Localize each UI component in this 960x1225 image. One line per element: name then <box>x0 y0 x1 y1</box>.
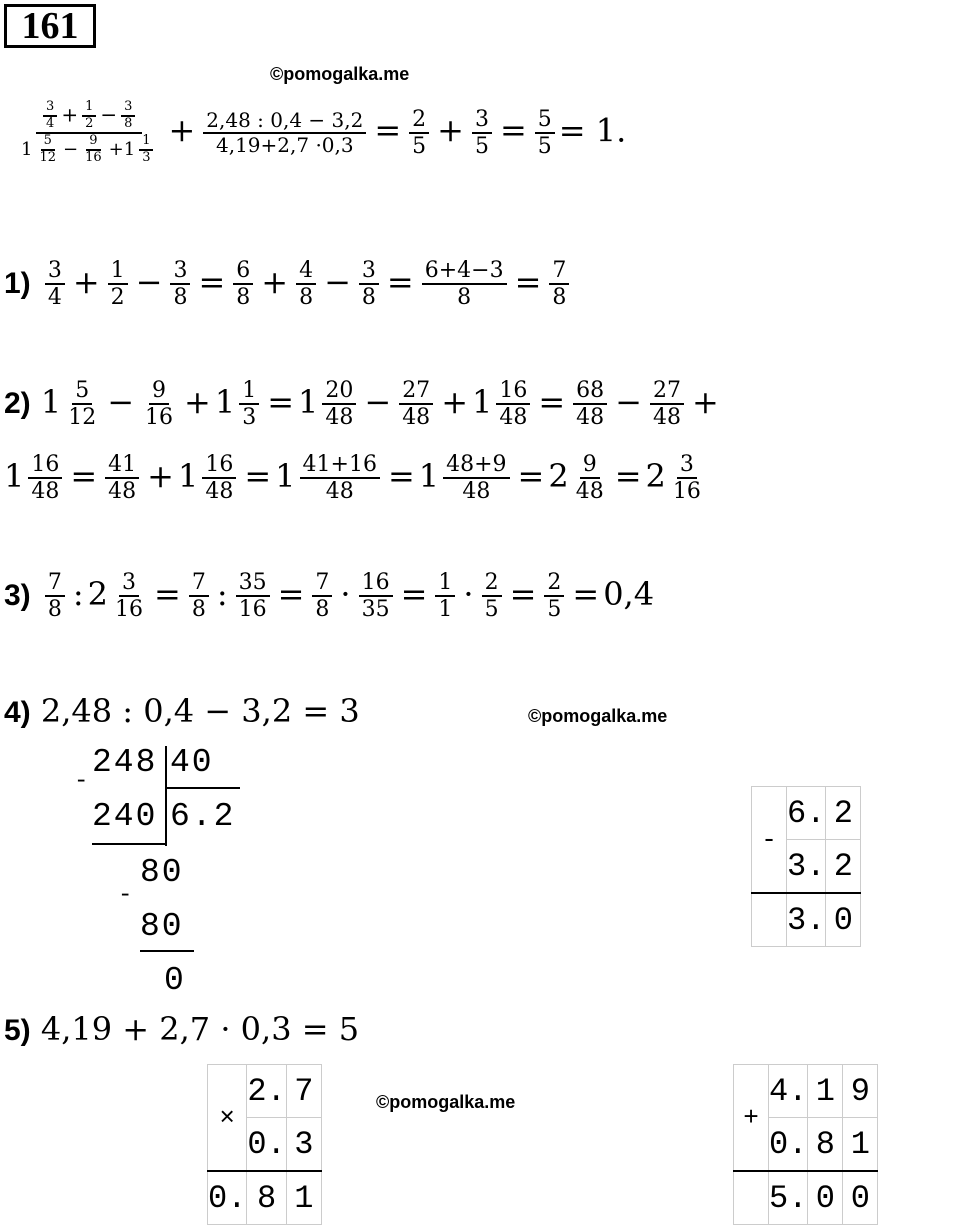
multiplication-grid: × 2. 7 0. 3 0. 8 1 <box>207 1064 322 1225</box>
step-2-line-2: 1 $\frac{16}{48}$ = $\frac{41}{48}$ + 1 $\frac{16}{48}$ = 1 $\frac{41+16}{48}$ = 1 $\frac{48+9}{48}$ = 2 $\frac{9}{48}$ = 2 $\frac{3}{16}$ <box>4 452 701 505</box>
minus-sign: - <box>74 768 91 795</box>
subtraction-grid: - 6. 2 3. 2 3. 0 <box>751 786 861 947</box>
problem-number: 161 <box>4 4 96 48</box>
complex-fraction: $\frac{3}{4}$ + $\frac{1}{2}$ − $\frac{3}{8}$ 1 $\frac{5}{12}$ − $\frac{9}{16}$ +1 $\frac{1}{3}$ <box>18 100 160 166</box>
second-subtrahend: 80 <box>140 908 184 945</box>
step-4: 4) 2,48 : 0,4 − 3,2 = 3 <box>4 692 360 730</box>
quotient: 6.2 <box>170 798 236 835</box>
dividend: 248 <box>92 744 158 781</box>
subtraction-line <box>140 950 194 952</box>
step-2-line-1: 2) 1 $\frac{5}{12}$ − $\frac{9}{16}$ + 1 $\frac{1}{3}$ = 1 $\frac{20}{48}$ − $\frac{27}{48}$ + 1 $\frac{16}{48}$ = $\frac{68}{48}$ − $\frac{27}{48}$ + <box>4 378 719 431</box>
addition-grid: + 4. 1 9 0. 8 1 5. 0 0 <box>733 1064 878 1225</box>
subtraction-line <box>92 843 165 845</box>
step-5: 5) 4,19 + 2,7 · 0,3 = 5 <box>4 1010 360 1048</box>
step-1: 1) $\frac{3}{4}$ + $\frac{1}{2}$ − $\frac{3}{8}$ = $\frac{6}{8}$ + $\frac{4}{8}$ − $\frac{3}{8}$ = $\frac{6+4-3}{8}$ = $\frac{7}{8}$ <box>4 258 573 311</box>
minus-sign: - <box>118 882 135 909</box>
watermark: ©pomogalka.me <box>528 706 668 726</box>
division-horizontal-bar <box>165 787 240 789</box>
final-remainder: 0 <box>164 962 186 999</box>
first-subtrahend: 240 <box>92 798 158 835</box>
main-expression: $\frac{3}{4}$ + $\frac{1}{2}$ − $\frac{3}{8}$ 1 $\frac{5}{12}$ − $\frac{9}{16}$ +1 $\frac{1}{3}$ + $\frac{2,48 : 0,4 - 3,2}{4,19+2,7 \cdot 0,3}$ = $\frac{2}{5}$ + $\frac{3}{5}$ = $\frac{5}{5}$ = 1. <box>14 100 626 166</box>
watermark: ©pomogalka.me <box>376 1092 516 1112</box>
step-3: 3) $\frac{7}{8}$ : 2 $\frac{3}{16}$ = $\frac{7}{8}$ : $\frac{35}{16}$ = $\frac{7}{8}$ · $\frac{16}{35}$ = $\frac{1}{1}$ · $\frac{2}{5}$ = $\frac{2}{5}$ = 0,4 <box>4 570 655 623</box>
divisor: 40 <box>170 744 214 781</box>
division-vertical-bar <box>165 746 167 846</box>
remainder-row: 80 <box>140 854 184 891</box>
watermark: ©pomogalka.me <box>270 64 410 84</box>
